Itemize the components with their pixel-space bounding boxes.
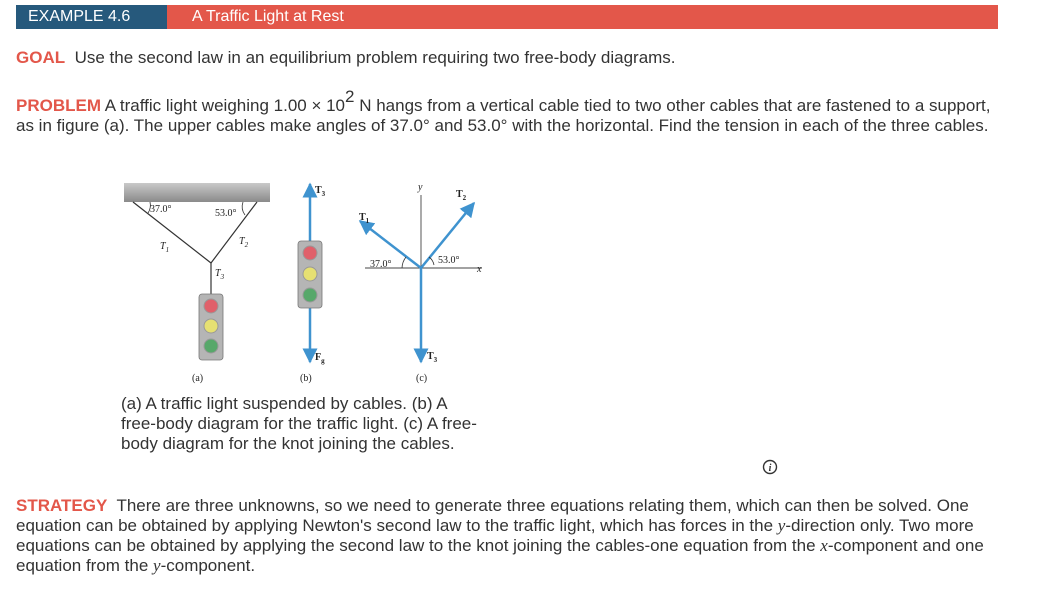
goal-text: Use the second law in an equilibrium problem requiring two free-body diagrams. (74, 48, 676, 67)
problem-exponent: 2 (345, 87, 355, 106)
strategy-text-1: There are three unknowns, so we need to generate three equations relating them, which can then be solved. One equation can be obtained by applying Newton's second law to the traffic light, which has forces in the (16, 496, 969, 535)
t2-label-c: $T_2$ (456, 189, 467, 202)
t2-label: $T_2$ (239, 236, 249, 249)
angle-37-label-c: 37.0° (370, 259, 392, 270)
strategy-text-4: -component. (160, 556, 256, 575)
t3-label: $T_3$ (215, 268, 225, 281)
panel-c-label: (c) (416, 373, 428, 384)
y-axis-label: y (418, 182, 423, 193)
angle-53-label: 53.0° (215, 208, 237, 219)
fg-label: $F_g$ (315, 352, 325, 365)
traffic-light-figure (110, 175, 490, 390)
figure-caption: (a) A traffic light suspended by cables. (b) A free-body diagram for the traffic light. (c) A free-body diagram for the knot joining the cables. (121, 394, 477, 453)
traffic-light-a (199, 294, 223, 360)
t3-label-c: $T_3$ (427, 351, 438, 364)
x-axis-label: x (477, 264, 482, 275)
t1-label: $T_1$ (160, 241, 170, 254)
panel-b-label: (b) (300, 373, 312, 384)
t1-label-c: $T_1$ (359, 212, 370, 225)
goal-paragraph (16, 48, 991, 68)
panel-a (124, 183, 270, 384)
strategy-text-3: -component and one equation from the (16, 536, 984, 575)
strategy-paragraph (16, 496, 991, 576)
example-header (16, 5, 998, 29)
problem-text-before: A traffic light weighing 1.00 × 10 (104, 96, 346, 115)
angle-37-label: 37.0° (150, 204, 172, 215)
t3-label-b: $T_3$ (315, 185, 326, 198)
traffic-light-b (298, 241, 322, 308)
panel-a-label: (a) (192, 373, 204, 384)
strategy-label: STRATEGY (16, 496, 108, 515)
ceiling-support (124, 183, 270, 202)
panel-b (298, 184, 326, 384)
strategy-var-y1: y (777, 516, 786, 535)
example-number: EXAMPLE 4.6 (16, 5, 167, 29)
panel-c (359, 182, 482, 384)
problem-label: PROBLEM (16, 96, 101, 115)
strategy-var-y2: y (153, 556, 161, 575)
angle-53-label-c: 53.0° (438, 255, 460, 266)
cable-t1 (133, 202, 211, 263)
strategy-var-x: x (820, 536, 828, 555)
problem-paragraph (16, 87, 991, 136)
example-title: A Traffic Light at Rest (192, 8, 344, 25)
goal-label: GOAL (16, 48, 66, 67)
strategy-text-2: -direction only. Two more equations can be obtained by applying the second law to the knot joining the cables-one equation from the (16, 516, 974, 555)
problem-text-after: N hangs from a vertical cable tied to two other cables that are fastened to a support, as in figure (a). The upper cables make angles of 37.0° and 53.0° with the horizontal. Find the tension in each of the three cables. (16, 96, 991, 135)
info-icon[interactable] (762, 459, 778, 475)
svg-text:i: i (768, 463, 772, 474)
